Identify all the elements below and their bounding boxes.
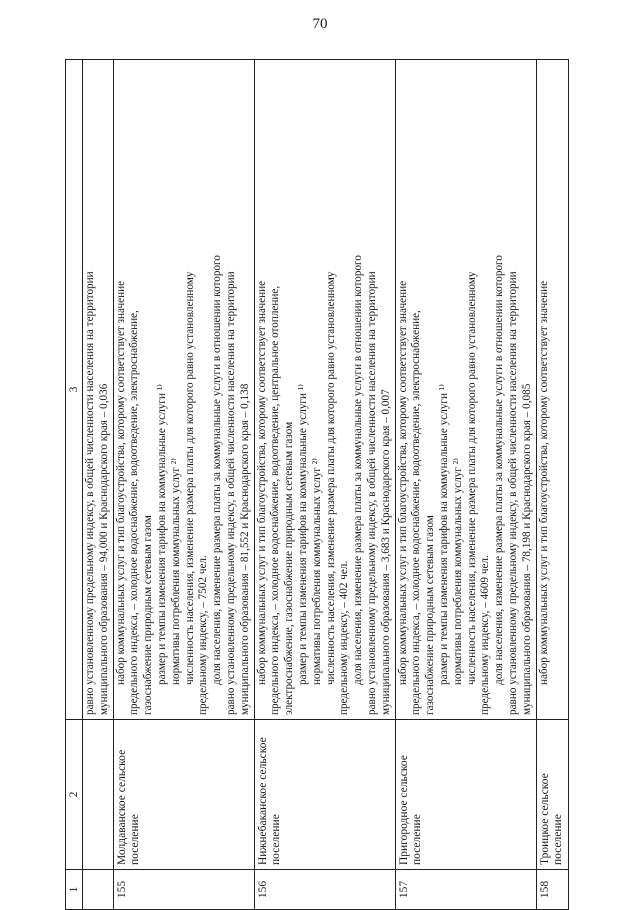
text-line: набор коммунальных услуг и тип благоустройства, которому соответствует значение	[114, 280, 127, 685]
text-line: доля населения, изменение размера платы за коммунальные услуги в отношении которого	[211, 255, 224, 685]
table-row	[536, 60, 568, 910]
text-line: предельному индексу, – 402 чел.	[338, 560, 351, 715]
text-line: предельного индекса, – холодное водоснабжение, водоотведение, центральное отопление,	[269, 285, 282, 715]
table-row	[113, 60, 254, 910]
table-row-continuation	[83, 60, 114, 910]
column-header-description: 3	[66, 60, 83, 720]
text-line: численность населения, изменение размера платы для которого равно установленному	[465, 271, 478, 685]
text-line: предельному индексу, – 7502 чел.	[197, 555, 210, 715]
description-cell	[113, 60, 254, 720]
text-line: доля населения, изменение размера платы за коммунальные услуги в отношении которого	[352, 255, 365, 685]
column-header-number: 1	[66, 870, 83, 910]
row-number-cell: 156	[254, 870, 395, 910]
text-line: нормативы потребления коммунальных услуг ²⁾	[451, 458, 464, 685]
text-line: равно установленному предельному индексу, в общей численности населения на территории	[506, 271, 519, 715]
row-number-cell: 158	[536, 870, 568, 910]
text-line: предельного индекса, – холодное водоснабжение, водоотведение, электроснабжение,	[410, 310, 423, 715]
text-line: размер и темпы изменения тарифов на коммунальные услуги ¹⁾	[155, 384, 168, 685]
text-line: муниципального образования – 81,552 и Краснодарского края – 0,138	[238, 383, 251, 715]
rotated-table-sheet	[65, 60, 575, 910]
text-line: набор коммунальных услуг и тип благоустройства, которому соответствует значение	[537, 280, 550, 685]
text-line: предельного индекса, – холодное водоснабжение, водоотведение, электроснабжение,	[128, 310, 141, 715]
description-cell	[395, 60, 536, 720]
text-line: равно установленному предельному индексу, в общей численности населения на территории	[365, 271, 378, 715]
table-row	[254, 60, 395, 910]
text-line: газоснабжение природным сетевым газом	[424, 515, 437, 715]
settlement-cell	[83, 720, 114, 870]
header-row	[66, 60, 83, 910]
text-line: размер и темпы изменения тарифов на коммунальные услуги ¹⁾	[437, 384, 450, 685]
settlement-cell: Молдаванское сельское поселение	[113, 720, 254, 870]
text-line: равно установленному предельному индексу, в общей численности населения на территории	[84, 271, 96, 715]
text-line: газоснабжение природным сетевым газом	[142, 515, 155, 715]
row-number-cell	[83, 870, 114, 910]
text-line: муниципального образования – 78,198 и Краснодарского края – 0,085	[520, 383, 533, 715]
settlement-cell: Нижнебаканское сельское поселение	[254, 720, 395, 870]
text-line: набор коммунальных услуг и тип благоустройства, которому соответствует значение	[255, 280, 268, 685]
text-line: нормативы потребления коммунальных услуг ²⁾	[310, 458, 323, 685]
table-row	[395, 60, 536, 910]
description-cell	[536, 60, 568, 720]
page-number: 70	[312, 16, 328, 32]
text-line: набор коммунальных услуг и тип благоустройства, которому соответствует значение	[396, 280, 409, 685]
municipal-services-table	[65, 59, 569, 910]
settlement-cell: Пригородное сельское поселение	[395, 720, 536, 870]
text-line: равно установленному предельному индексу, в общей численности населения на территории	[224, 271, 237, 715]
description-cell	[83, 60, 114, 720]
text-line: муниципального образования – 3,683 и Краснодарского края – 0,007	[379, 389, 392, 715]
row-number-cell: 155	[113, 870, 254, 910]
description-cell	[254, 60, 395, 720]
text-line: размер и темпы изменения тарифов на коммунальные услуги ¹⁾	[296, 384, 309, 685]
text-line: доля населения, изменение размера платы за коммунальные услуги в отношении которого	[493, 255, 506, 685]
table-body	[83, 60, 569, 910]
settlement-cell: Троицкое сельское поселение	[536, 720, 568, 870]
text-line: предельному индексу, – 4609 чел.	[479, 555, 492, 715]
text-line: численность населения, изменение размера платы для которого равно установленному	[324, 271, 337, 685]
text-line: муниципального образования – 94,000 и Краснодарского края – 0,036	[97, 383, 110, 715]
column-header-settlement: 2	[66, 720, 83, 870]
text-line: численность населения, изменение размера платы для которого равно установленному	[183, 271, 196, 685]
row-number-cell: 157	[395, 870, 536, 910]
text-line: электроснабжение, газоснабжение природным сетевым газом	[283, 421, 296, 715]
text-line: нормативы потребления коммунальных услуг ²⁾	[169, 458, 182, 685]
